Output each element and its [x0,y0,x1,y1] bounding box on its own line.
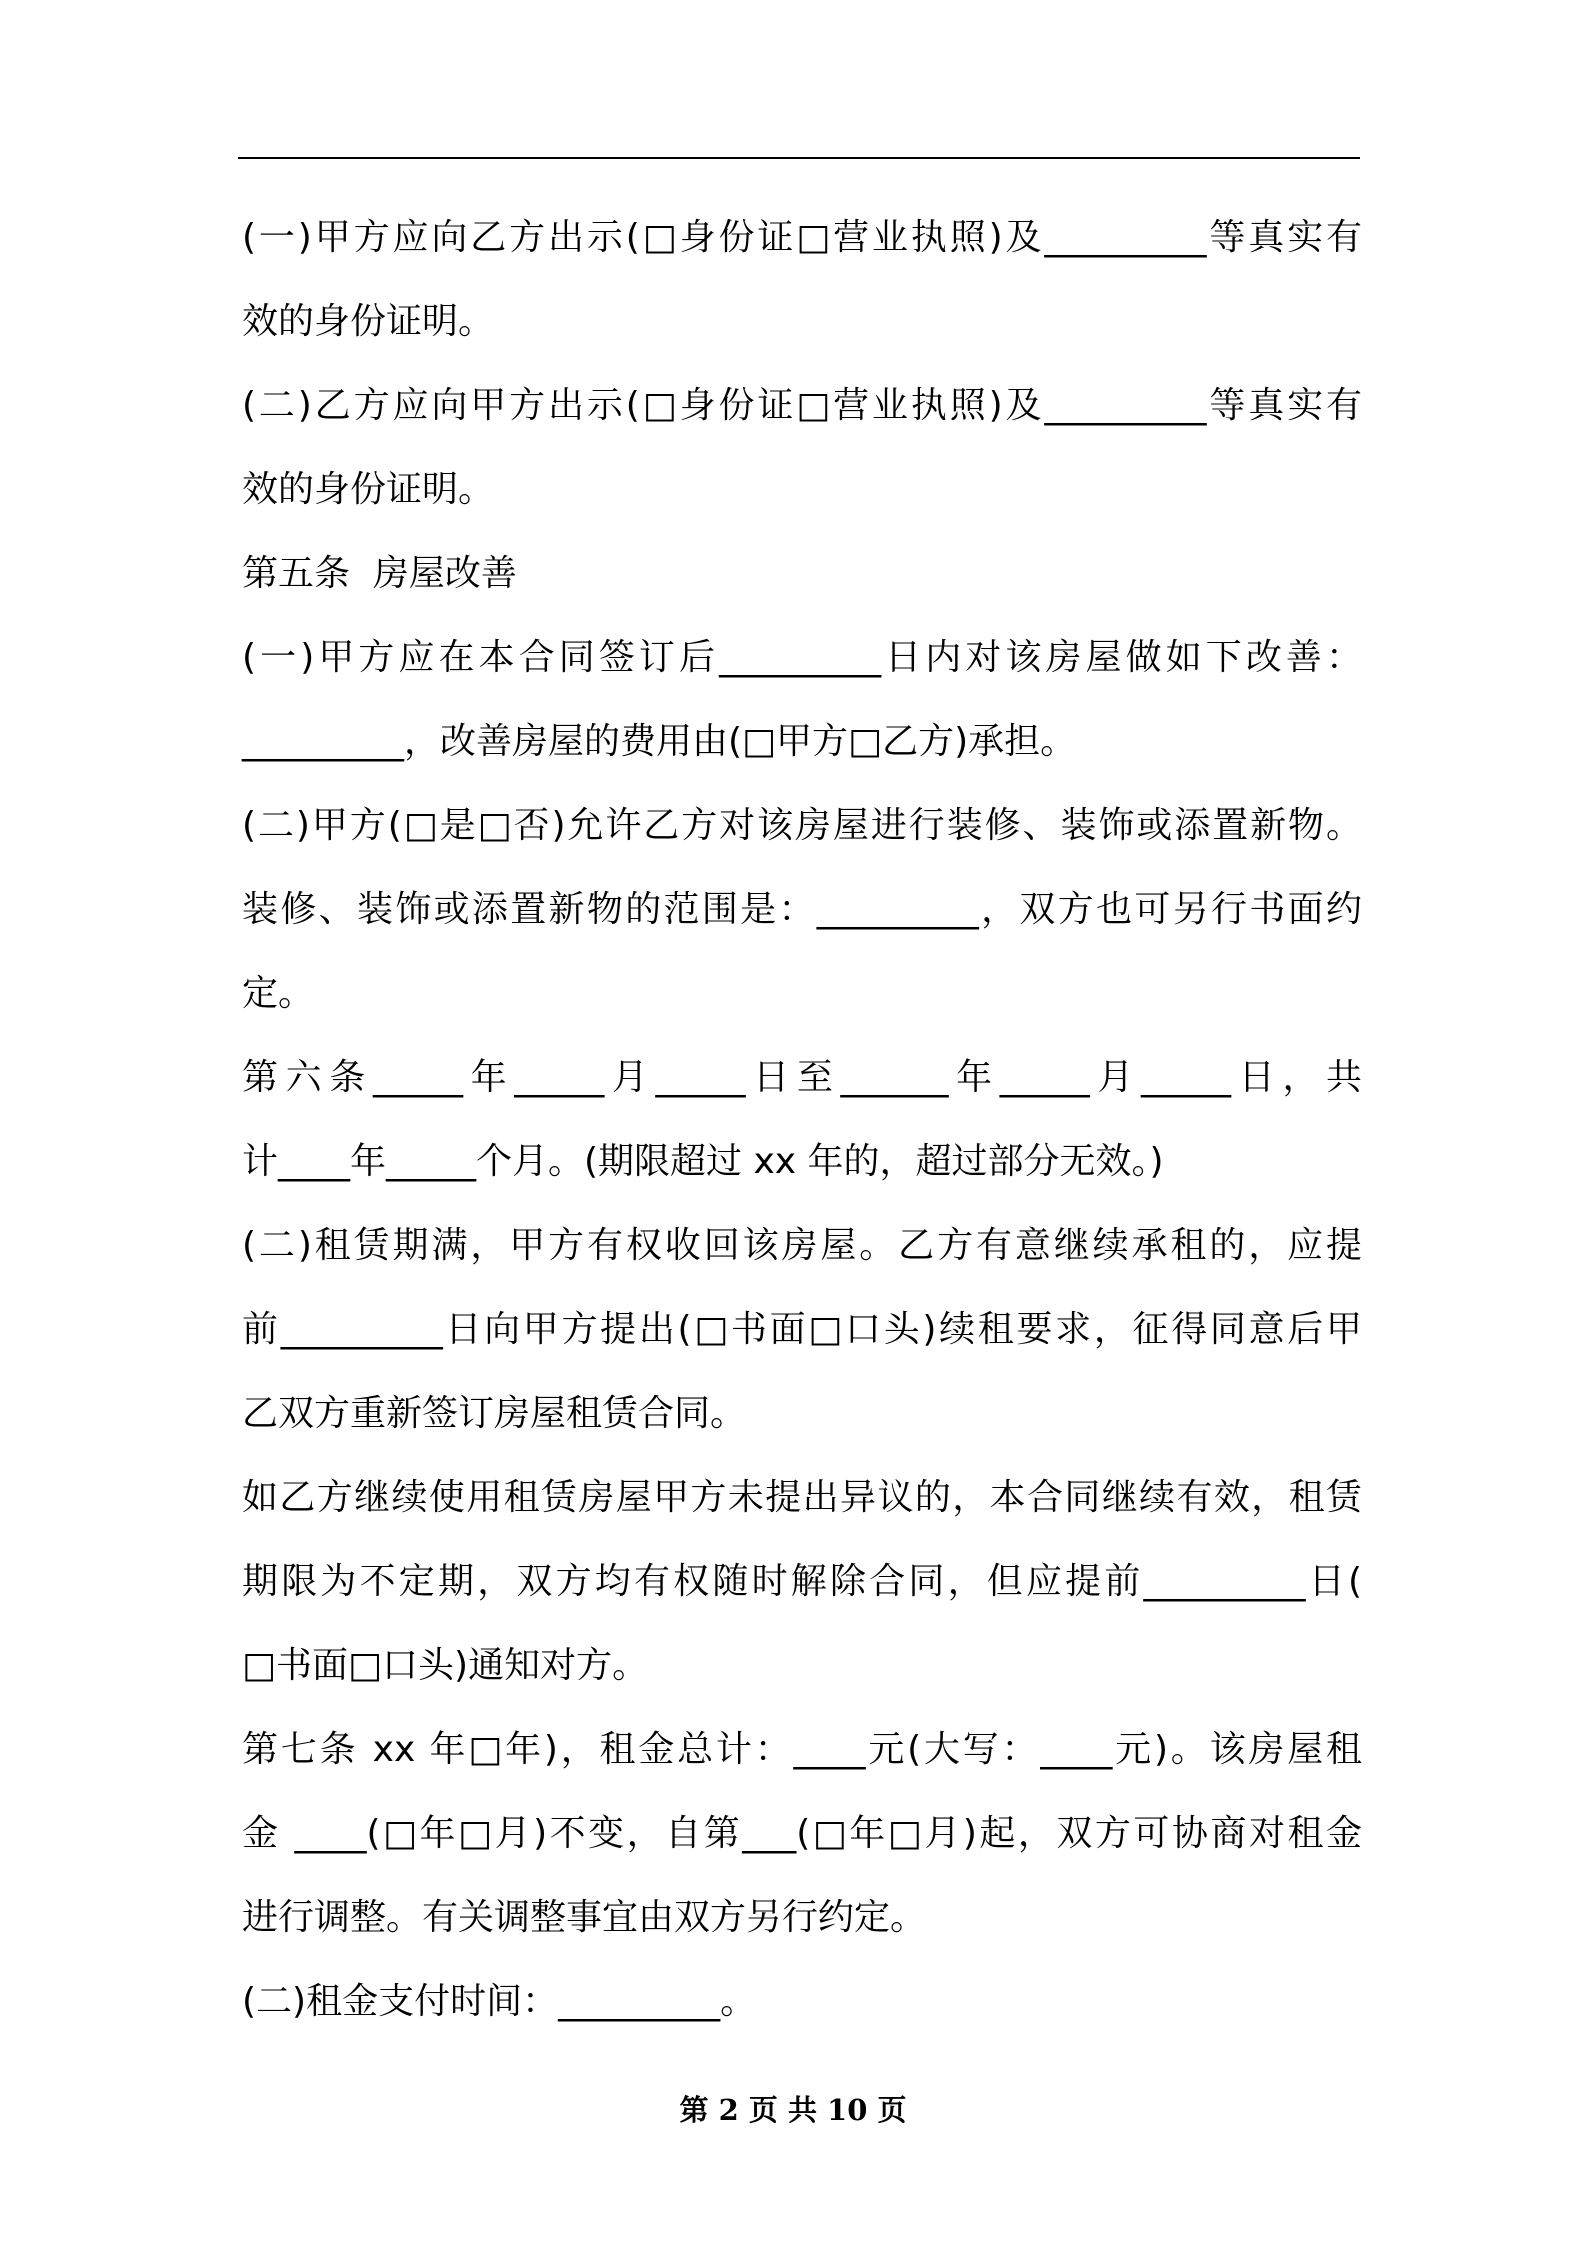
paragraph-line: _________，改善房屋的费用由(□甲方□乙方)承担。 [242,721,1077,762]
paragraph-line: (二)甲方(□是□否)允许乙方对该房屋进行装修、装饰或添置新物。 [242,805,1362,846]
paragraph-line: 计____年_____个月。(期限超过 xx 年的，超过部分无效。) [242,1141,1164,1182]
paragraph-line: (二)租赁期满，甲方有权收回该房屋。乙方有意继续承租的，应提 [242,1225,1362,1266]
paragraph-line: 效的身份证明。 [242,301,495,342]
paragraph-line: 进行调整。有关调整事宜由双方另行约定。 [242,1897,927,1938]
header-rule [238,157,1360,159]
paragraph-line: 装修、装饰或添置新物的范围是：_________，双方也可另行书面约 [242,889,1362,930]
paragraph-line: 定。 [242,973,315,1014]
paragraph-line: 第六条_____年_____月_____日至______年_____月_____日，共 [242,1057,1362,1098]
paragraph-line: 前_________日向甲方提出(□书面□口头)续租要求，征得同意后甲 [242,1309,1362,1350]
paragraph-line: 金 ____(□年□月)不变，自第___(□年□月)起，双方可协商对租金 [242,1813,1362,1854]
paragraph-line: (二)乙方应向甲方出示(□身份证□营业执照)及_________等真实有 [242,385,1362,426]
paragraph-line: (一)甲方应在本合同签订后_________日内对该房屋做如下改善： [242,637,1362,678]
section-heading: 第五条 房屋改善 [242,553,517,594]
paragraph-line: 期限为不定期，双方均有权随时解除合同，但应提前_________日( [242,1561,1362,1602]
document-body [242,196,1362,2044]
paragraph-line: 如乙方继续使用租赁房屋甲方未提出异议的，本合同继续有效，租赁 [242,1477,1362,1518]
paragraph-line: 效的身份证明。 [242,469,495,510]
paragraph-line: (二)租金支付时间：_________。 [242,1981,757,2022]
paragraph-line: (一)甲方应向乙方出示(□身份证□营业执照)及_________等真实有 [242,217,1362,258]
paragraph-line: □书面□口头)通知对方。 [242,1645,649,1686]
paragraph-line: 第七条 xx 年□年)，租金总计：____元(大写：____元)。该房屋租 [242,1729,1362,1770]
page-number: 第 2 页 共 10 页 [679,2093,907,2127]
paragraph-line: 乙双方重新签订房屋租赁合同。 [242,1393,747,1434]
